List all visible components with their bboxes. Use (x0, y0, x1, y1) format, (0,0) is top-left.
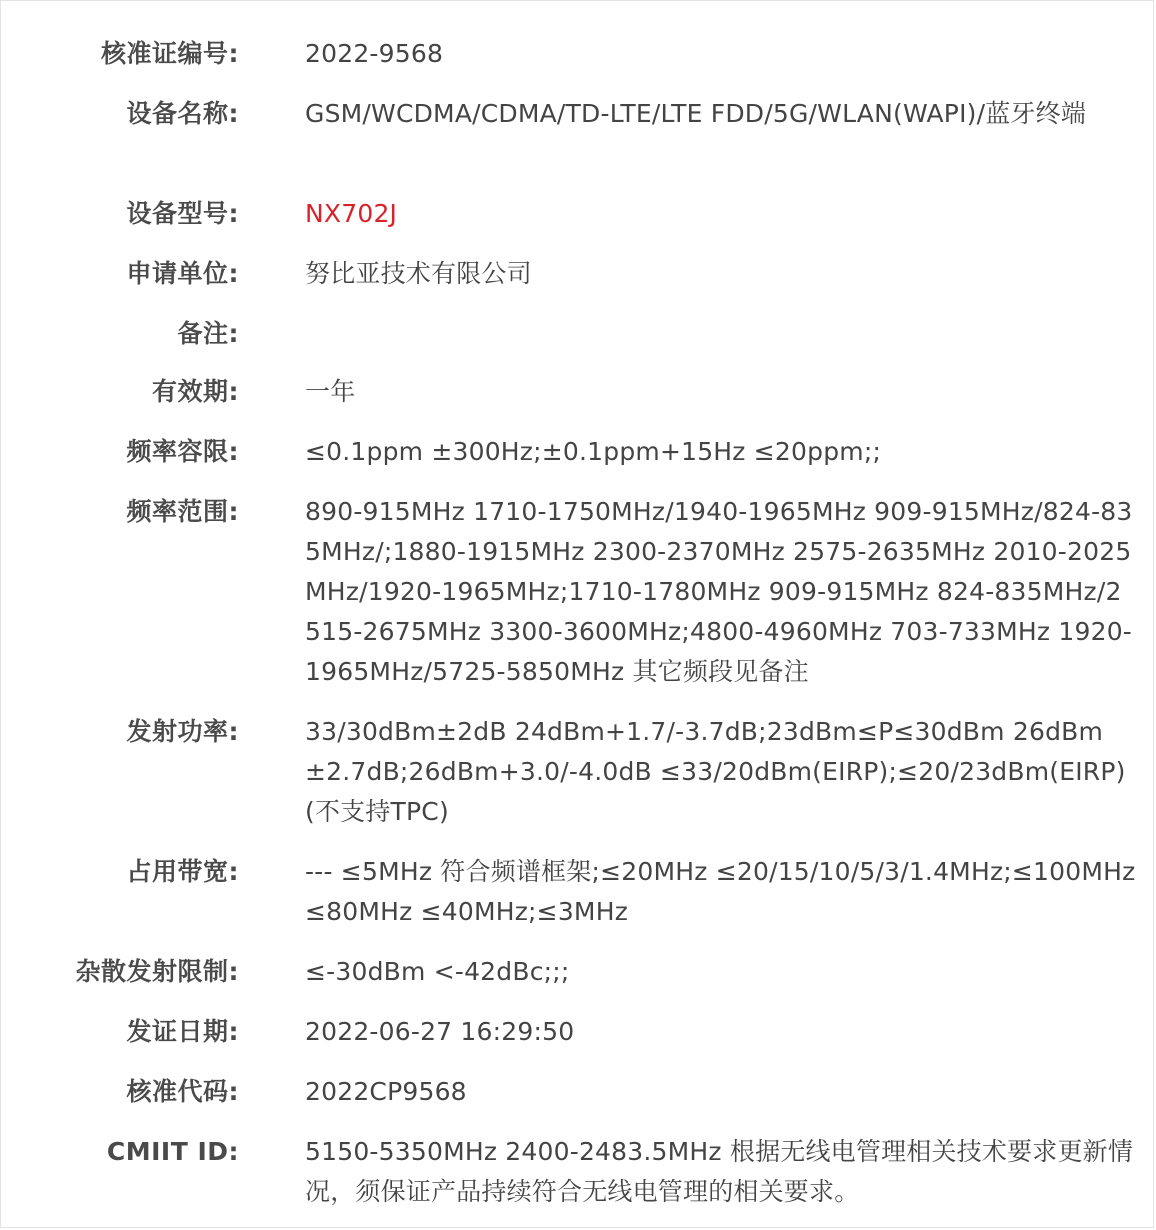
approval-code-value: 2022CP9568 (305, 1077, 467, 1106)
validity-value: 一年 (305, 377, 356, 406)
frequency-range-value: 890-915MHz 1710-1750MHz/1940-1965MHz 909-915MHz/824-835MHz/;1880-1915MHz 2300-2370MHz 2575-2635MHz 2010-2025MHz/1920-1965MHz;1710-1780MHz 909-915MHz 824-835MHz/2515-2675MHz 3300-3600MHz;4800-4960MHz 703-733MHz 1920-1965MHz/5725-5850MHz 其它频段见备注 (305, 497, 1133, 686)
device-model-label: 设备型号: (126, 199, 239, 228)
frequency-range-label: 频率范围: (126, 497, 239, 526)
issue-date-value: 2022-06-27 16:29:50 (305, 1017, 575, 1046)
occupied-bandwidth-value: --- ≤5MHz 符合频谱框架;≤20MHz ≤20/15/10/5/3/1.4MHz;≤100MHz ≤80MHz ≤40MHz;≤3MHz (305, 857, 1136, 926)
transmit-power-label: 发射功率: (126, 717, 239, 746)
spurious-emission-value: ≤-30dBm <-42dBc;;; (305, 957, 570, 986)
device-name-label: 设备名称: (126, 99, 239, 128)
device-name-value: GSM/WCDMA/CDMA/TD-LTE/LTE FDD/5G/WLAN(WAPI)/蓝牙终端 (305, 99, 1087, 128)
approval-number-label: 核准证编号: (101, 39, 239, 68)
occupied-bandwidth-label: 占用带宽: (126, 857, 239, 886)
cmiit-id-label: CMIIT ID: (106, 1137, 239, 1166)
applicant-label: 申请单位: (126, 259, 239, 288)
device-model-value: NX702J (305, 199, 398, 228)
spurious-emission-label: 杂散发射限制: (75, 957, 239, 986)
approval-code-label: 核准代码: (126, 1077, 239, 1106)
remarks-label: 备注: (177, 319, 239, 348)
validity-label: 有效期: (152, 377, 239, 406)
applicant-value: 努比亚技术有限公司 (305, 259, 532, 288)
approval-number-value: 2022-9568 (305, 39, 444, 68)
frequency-tolerance-label: 频率容限: (126, 437, 239, 466)
frequency-tolerance-value: ≤0.1ppm ±300Hz;±0.1ppm+15Hz ≤20ppm;; (305, 437, 882, 466)
cmiit-id-value: 5150-5350MHz 2400-2483.5MHz 根据无线电管理相关技术要求更新情况，须保证产品持续符合无线电管理的相关要求。 (305, 1137, 1134, 1206)
issue-date-label: 发证日期: (126, 1017, 239, 1046)
transmit-power-value: 33/30dBm±2dB 24dBm+1.7/-3.7dB;23dBm≤P≤30dBm 26dBm±2.7dB;26dBm+3.0/-4.0dB ≤33/20dBm(EIRP);≤20/23dBm(EIRP)(不支持TPC) (305, 717, 1126, 826)
